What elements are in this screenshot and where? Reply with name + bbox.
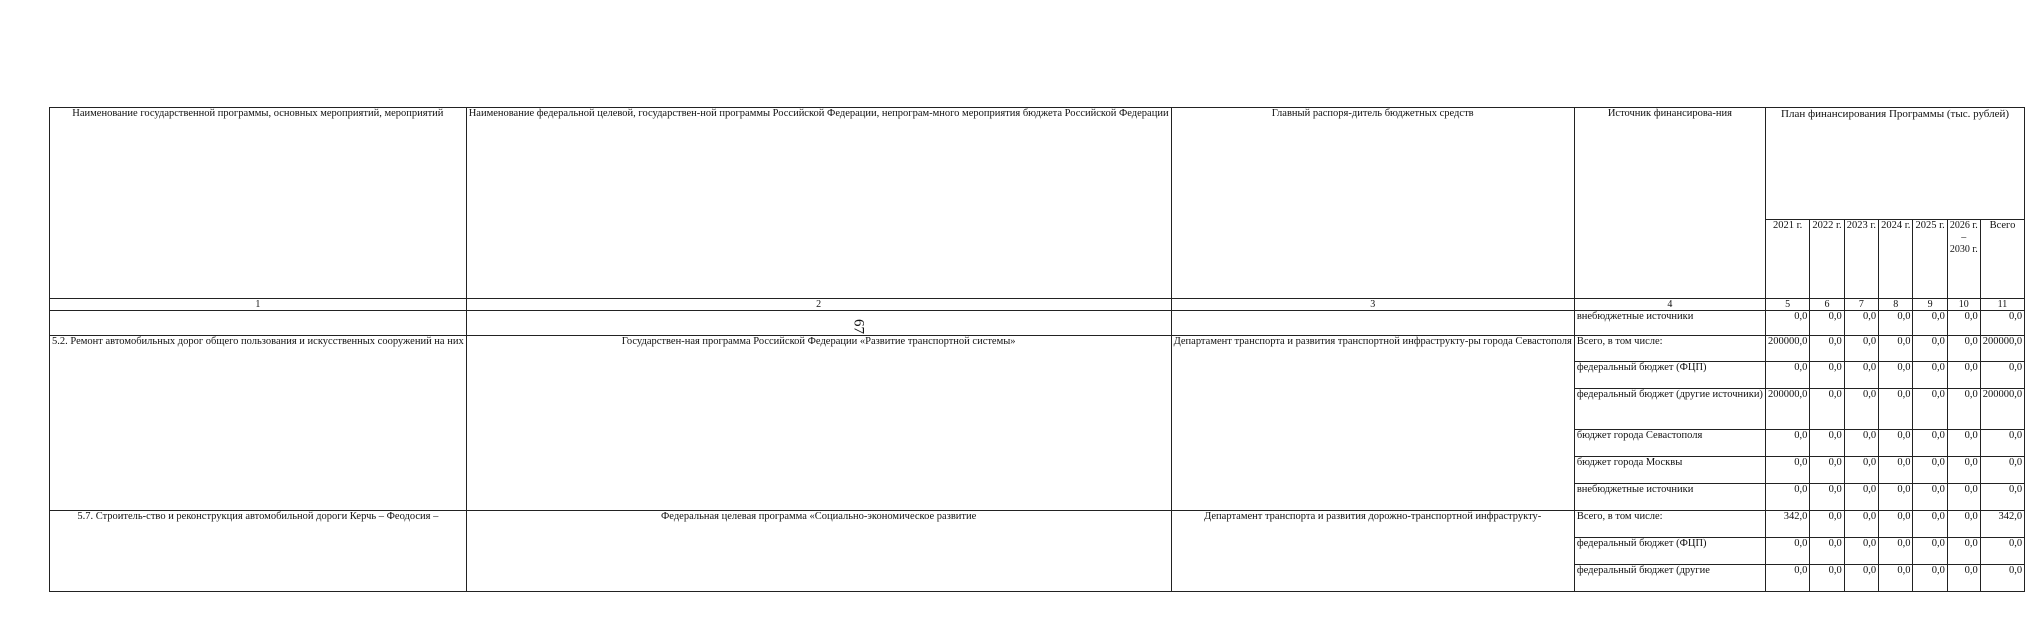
column-number: 9: [1913, 299, 1947, 311]
value-cell: 0,0: [1980, 565, 2024, 592]
value-cell: 200000,0: [1980, 336, 2024, 362]
value-cell: 0,0: [1810, 538, 1844, 565]
value-cell: 0,0: [1765, 457, 1809, 484]
header-year-2022: 2022 г.: [1810, 220, 1844, 299]
value-cell: 0,0: [1844, 565, 1878, 592]
value-cell: 0,0: [1844, 511, 1878, 538]
funding-source-cell: федеральный бюджет (ФЦП): [1574, 538, 1765, 565]
value-cell: 0,0: [1913, 362, 1947, 389]
federal-program-5-7: Федеральная целевая программа «Социально-экономическое развитие: [466, 511, 1171, 592]
funding-source-cell: Всего, в том числе:: [1574, 511, 1765, 538]
value-cell: 0,0: [1810, 457, 1844, 484]
header-year-dash: –: [1961, 232, 1967, 243]
value-cell: 0,0: [1765, 538, 1809, 565]
value-cell: 0,0: [1879, 511, 1913, 538]
column-number: 2: [466, 299, 1171, 311]
page-number: 67: [850, 319, 867, 334]
value-cell: 0,0: [1765, 430, 1809, 457]
value-cell: 0,0: [1980, 538, 2024, 565]
value-cell: 0,0: [1844, 336, 1878, 362]
value-cell: 0,0: [1879, 430, 1913, 457]
value-cell: 0,0: [1765, 484, 1809, 511]
table-row: [50, 311, 2025, 336]
value-cell: 0,0: [1844, 362, 1878, 389]
value-cell: 0,0: [1947, 311, 1980, 336]
value-cell: 0,0: [1810, 430, 1844, 457]
value-cell: 0,0: [1810, 389, 1844, 430]
value-cell: 0,0: [1879, 565, 1913, 592]
header-year-2026: 2026 г.: [1949, 220, 1978, 231]
value-cell: 0,0: [1980, 311, 2024, 336]
funding-source-cell: федеральный бюджет (ФЦП): [1574, 362, 1765, 389]
column-number: 1: [50, 299, 467, 311]
value-cell: 0,0: [1913, 511, 1947, 538]
measure-name-5-7: 5.7. Строитель-ство и реконструкция автомобильной дороги Керчь – Феодосия –: [50, 511, 467, 592]
table-row: [50, 511, 2025, 538]
value-cell: 0,0: [1765, 362, 1809, 389]
column-number: 11: [1980, 299, 2024, 311]
value-cell: 0,0: [1844, 389, 1878, 430]
value-cell: 0,0: [1980, 457, 2024, 484]
empty-cell: [1171, 311, 1574, 336]
column-number: 6: [1810, 299, 1844, 311]
value-cell: 0,0: [1879, 311, 1913, 336]
column-number: 7: [1844, 299, 1878, 311]
funding-source-cell: бюджет города Севастополя: [1574, 430, 1765, 457]
value-cell: 0,0: [1810, 484, 1844, 511]
value-cell: 0,0: [1947, 430, 1980, 457]
column-number: 5: [1765, 299, 1809, 311]
value-cell: 0,0: [1913, 565, 1947, 592]
value-cell: 0,0: [1947, 484, 1980, 511]
value-cell: 0,0: [1844, 311, 1878, 336]
header-year-2021: 2021 г.: [1765, 220, 1809, 299]
header-year-2026-2030: [1947, 220, 1980, 299]
empty-cell: [50, 311, 467, 336]
table-row: [50, 336, 2025, 362]
value-cell: 0,0: [1810, 565, 1844, 592]
value-cell: 0,0: [1810, 511, 1844, 538]
measure-name-5-2: 5.2. Ремонт автомобильных дорог общего пользования и искусственных сооружений на них: [50, 336, 467, 511]
funding-source-cell: федеральный бюджет (другие источники): [1574, 389, 1765, 430]
value-cell: 0,0: [1844, 430, 1878, 457]
header-year-2023: 2023 г.: [1844, 220, 1878, 299]
value-cell: 0,0: [1980, 362, 2024, 389]
column-number: 3: [1171, 299, 1574, 311]
value-cell: 0,0: [1947, 362, 1980, 389]
value-cell: 0,0: [1947, 389, 1980, 430]
value-cell: 200000,0: [1765, 336, 1809, 362]
header-total: Всего: [1980, 220, 2024, 299]
header-plan: План финансирования Программы (тыс. рублей): [1765, 108, 2024, 220]
header-year-2025: 2025 г.: [1913, 220, 1947, 299]
financing-table: [49, 107, 2025, 592]
value-cell: 0,0: [1810, 362, 1844, 389]
federal-program-5-2: Государствен-ная программа Российской Федерации «Развитие транспортной системы»: [466, 336, 1171, 511]
value-cell: 0,0: [1844, 457, 1878, 484]
value-cell: 0,0: [1947, 565, 1980, 592]
value-cell: 0,0: [1980, 484, 2024, 511]
funding-source-cell: внебюджетные источники: [1574, 311, 1765, 336]
value-cell: 0,0: [1913, 538, 1947, 565]
value-cell: 0,0: [1844, 484, 1878, 511]
header-year-2024: 2024 г.: [1879, 220, 1913, 299]
value-cell: 342,0: [1980, 511, 2024, 538]
header-program-name: Наименование государственной программы, основных мероприятий, мероприятий: [50, 108, 467, 299]
header-federal-program: Наименование федеральной целевой, государствен-ной программы Российской Федерации, непрограм-много мероприятия бюджета Российской Федерации: [466, 108, 1171, 299]
value-cell: 0,0: [1879, 457, 1913, 484]
value-cell: 200000,0: [1765, 389, 1809, 430]
header-year-2030: 2030 г.: [1949, 244, 1978, 255]
funding-source-cell: внебюджетные источники: [1574, 484, 1765, 511]
value-cell: 0,0: [1879, 362, 1913, 389]
value-cell: 0,0: [1947, 336, 1980, 362]
value-cell: 0,0: [1879, 389, 1913, 430]
column-number: 4: [1574, 299, 1765, 311]
column-number: 10: [1947, 299, 1980, 311]
empty-cell: [466, 311, 1171, 336]
administrator-5-7: Департамент транспорта и развития дорожно-транспортной инфраструкту-: [1171, 511, 1574, 592]
funding-source-cell: Всего, в том числе:: [1574, 336, 1765, 362]
value-cell: 0,0: [1947, 538, 1980, 565]
value-cell: 0,0: [1913, 311, 1947, 336]
value-cell: 342,0: [1765, 511, 1809, 538]
value-cell: 0,0: [1913, 389, 1947, 430]
column-number-row: [50, 299, 2025, 311]
value-cell: 0,0: [1879, 538, 1913, 565]
funding-source-cell: федеральный бюджет (другие: [1574, 565, 1765, 592]
value-cell: 0,0: [1913, 484, 1947, 511]
header-administrator: Главный распоря-дитель бюджетных средств: [1171, 108, 1574, 299]
funding-source-cell: бюджет города Москвы: [1574, 457, 1765, 484]
value-cell: 0,0: [1913, 336, 1947, 362]
header-funding-source: Источник финансирова-ния: [1574, 108, 1765, 299]
value-cell: 200000,0: [1980, 389, 2024, 430]
value-cell: 0,0: [1947, 457, 1980, 484]
administrator-5-2: Департамент транспорта и развития транспортной инфраструкту-ры города Севастополя: [1171, 336, 1574, 511]
value-cell: 0,0: [1765, 565, 1809, 592]
column-number: 8: [1879, 299, 1913, 311]
value-cell: 0,0: [1810, 311, 1844, 336]
value-cell: 0,0: [1844, 538, 1878, 565]
value-cell: 0,0: [1913, 430, 1947, 457]
value-cell: 0,0: [1810, 336, 1844, 362]
value-cell: 0,0: [1913, 457, 1947, 484]
value-cell: 0,0: [1765, 311, 1809, 336]
value-cell: 0,0: [1980, 430, 2024, 457]
value-cell: 0,0: [1947, 511, 1980, 538]
value-cell: 0,0: [1879, 336, 1913, 362]
value-cell: 0,0: [1879, 484, 1913, 511]
